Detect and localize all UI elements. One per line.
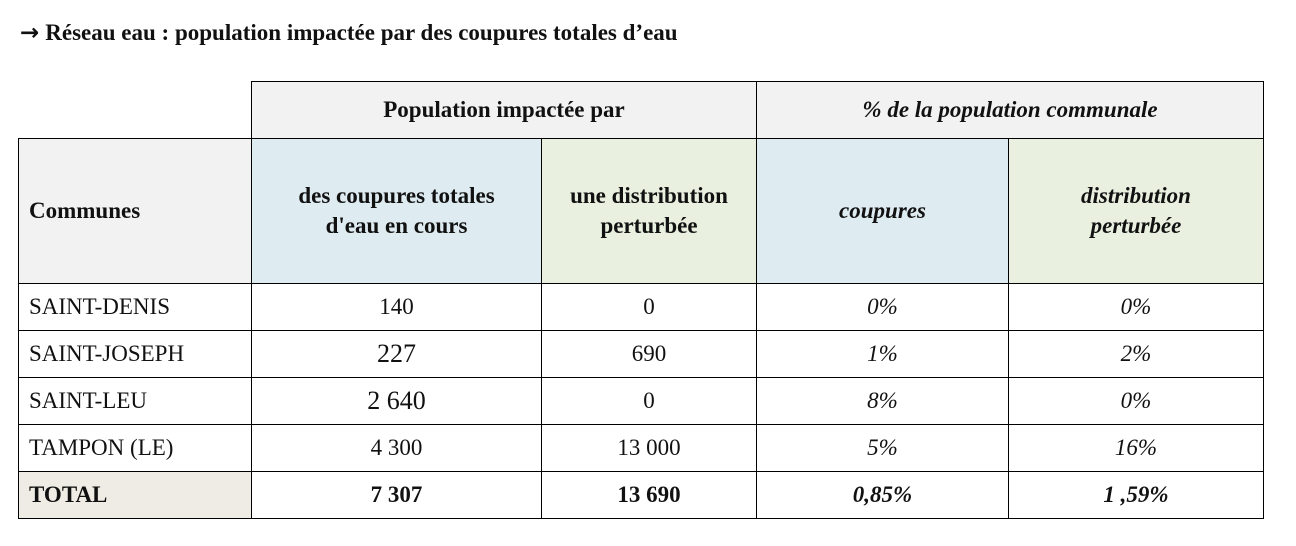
- commune-cell: TAMPON (LE): [19, 425, 252, 472]
- table-title: [20, 20, 678, 46]
- total-pct-distribution-cell: 1 ,59%: [1009, 472, 1264, 519]
- table-row: [19, 425, 1264, 472]
- total-distribution-cell: 13 690: [542, 472, 757, 519]
- total-row: [19, 472, 1264, 519]
- pct-distribution-cell: 0%: [1009, 284, 1264, 331]
- pct-distribution-header-text: distribution perturbée: [1081, 183, 1191, 238]
- coupures-totales-column-header: [252, 139, 542, 284]
- pct-coupures-cell: 8%: [757, 378, 1009, 425]
- total-coupures-cell: 7 307: [252, 472, 542, 519]
- coupures-cell: 140: [252, 284, 542, 331]
- pct-coupures-cell: 0%: [757, 284, 1009, 331]
- pct-distribution-cell: 2%: [1009, 331, 1264, 378]
- pct-coupures-cell: 5%: [757, 425, 1009, 472]
- distribution-cell: 13 000: [542, 425, 757, 472]
- table-row: [19, 284, 1264, 331]
- column-header-row: [19, 139, 1264, 284]
- coupures-cell: 4 300: [252, 425, 542, 472]
- pct-distribution-column-header: [1009, 139, 1264, 284]
- arrow-right-icon: →: [20, 20, 40, 46]
- group-header-row: [19, 82, 1264, 139]
- total-pct-coupures-cell: 0,85%: [757, 472, 1009, 519]
- distribution-cell: 690: [542, 331, 757, 378]
- distribution-perturbee-column-header: [542, 139, 757, 284]
- distribution-cell: 0: [542, 378, 757, 425]
- commune-cell: SAINT-LEU: [19, 378, 252, 425]
- commune-cell: SAINT-JOSEPH: [19, 331, 252, 378]
- coupures-totales-header-text: des coupures totales d'eau en cours: [298, 183, 495, 238]
- coupures-cell: 227: [252, 331, 542, 378]
- pct-coupures-column-header: coupures: [757, 139, 1009, 284]
- pct-distribution-cell: 0%: [1009, 378, 1264, 425]
- water-outage-table: [18, 81, 1264, 519]
- percent-group-header: % de la population communale: [757, 82, 1264, 139]
- distribution-cell: 0: [542, 284, 757, 331]
- table-row: [19, 378, 1264, 425]
- table-title-text: Réseau eau : population impactée par des coupures totales d’eau: [45, 20, 678, 45]
- commune-cell: SAINT-DENIS: [19, 284, 252, 331]
- pct-distribution-cell: 16%: [1009, 425, 1264, 472]
- coupures-cell: 2 640: [252, 378, 542, 425]
- empty-corner-cell: [19, 82, 252, 139]
- table-row: [19, 331, 1264, 378]
- total-label-cell: TOTAL: [19, 472, 252, 519]
- communes-column-header: Communes: [19, 139, 252, 284]
- distribution-perturbee-header-text: une distribution perturbée: [570, 183, 728, 238]
- pct-coupures-cell: 1%: [757, 331, 1009, 378]
- population-group-header: Population impactée par: [252, 82, 757, 139]
